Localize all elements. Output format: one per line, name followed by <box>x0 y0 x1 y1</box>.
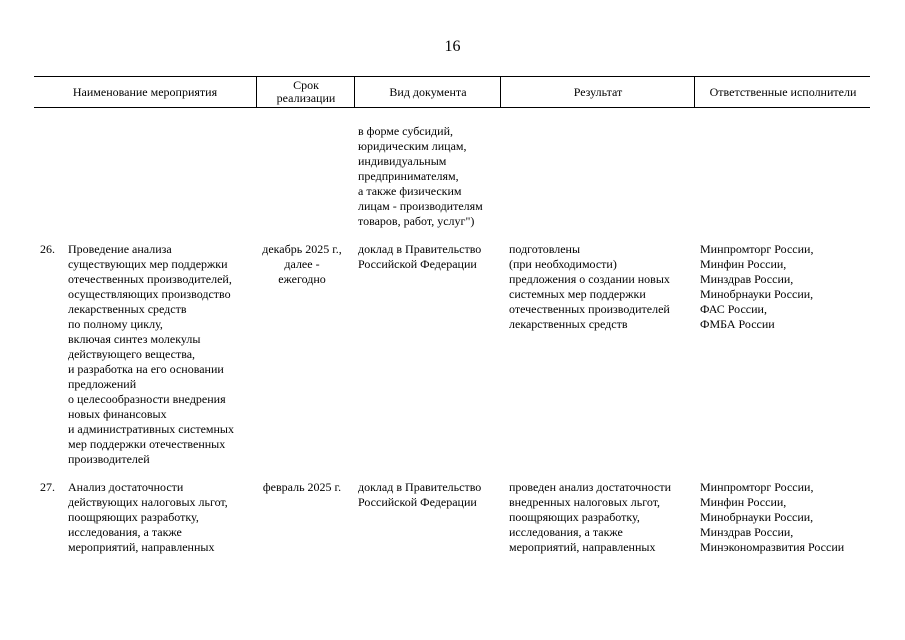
row-responsible: Минпромторг России, Минфин России, Минобрнауки России, Минздрав России, Минэкономразвития России <box>700 480 845 554</box>
continuation-document-type: в форме субсидий, юридическим лицам, индивидуальным предпринимателям, а также физическим лицам - производителям товаров, работ, услуг") <box>358 124 483 228</box>
row-deadline: декабрь 2025 г., далее - ежегодно <box>262 242 342 286</box>
column-header-deadline: Срок реализации <box>256 77 355 107</box>
row-number: 26. <box>40 242 55 256</box>
table-header <box>34 76 870 108</box>
column-header-name: Наименование мероприятия <box>72 84 218 99</box>
row-name: Проведение анализа существующих мер поддержки отечественных производителей, осуществляющих производство лекарственных средств по полному циклу, включая синтез молекулы действующего вещества, и разработка на его основании предложений о целесообразности внедрения новых финансовых и административных системных мер поддержки отечественных производителей <box>68 242 234 466</box>
page-number: 16 <box>444 38 461 55</box>
row-document-type: доклад в Правительство Российской Федерации <box>358 480 482 509</box>
row-deadline: февраль 2025 г. <box>262 480 342 494</box>
column-header-responsible: Ответственные исполнители <box>694 77 871 107</box>
column-header-document-type: Вид документа <box>354 77 501 107</box>
row-number: 27. <box>40 480 55 494</box>
row-name: Анализ достаточности действующих налоговых льгот, поощряющих разработку, исследования, а также мероприятий, направленных <box>68 480 228 554</box>
row-result: проведен анализ достаточности внедренных налоговых льгот, поощряющих разработку, исследования, а также мероприятий, направленных <box>509 480 672 554</box>
row-document-type: доклад в Правительство Российской Федерации <box>358 242 482 271</box>
column-header-result: Результат <box>500 77 695 107</box>
row-result: подготовлены (при необходимости) предложения о создании новых системных мер поддержки отечественных производителей лекарственных средств <box>509 242 670 331</box>
row-responsible: Минпромторг России, Минфин России, Минздрав России, Минобрнауки России, ФАС России, ФМБА России <box>700 242 814 331</box>
